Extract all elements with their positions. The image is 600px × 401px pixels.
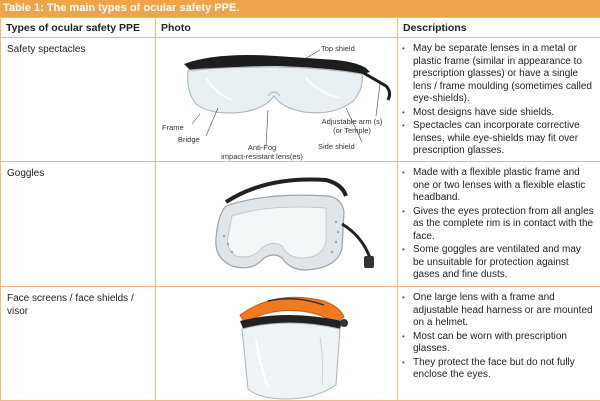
list-item: • Some goggles are ventilated and may be unsuitable for protection against gases and fine dusts. [402, 244, 594, 282]
type-cell: Goggles [1, 162, 156, 287]
header-type: Types of ocular safety PPE [1, 18, 156, 38]
label-temple: (or Temple) [333, 126, 371, 135]
description-cell [398, 287, 600, 401]
label-bridge: Bridge [178, 135, 200, 144]
description-list [402, 167, 594, 282]
label-side-shield: Side shield [318, 142, 355, 151]
type-cell: Face screens / face shields / visor [1, 287, 156, 401]
description-list [402, 292, 594, 382]
list-item: • Spectacles can incorporate corrective lenses, while eye-shields may fit over prescription glasses. [402, 120, 594, 158]
label-lens: impact-resistant lens(es) [221, 152, 303, 161]
photo-cell [156, 287, 398, 401]
header-row [1, 18, 600, 38]
ppe-table [0, 17, 600, 401]
label-adjustable-arm: Adjustable arm (s) [322, 117, 383, 126]
list-item: • One large lens with a frame and adjustable head harness or are mounted on a helmet. [402, 292, 594, 330]
label-anti-fog: Anti-Fog [248, 143, 276, 152]
goggles-image [156, 162, 398, 287]
table-row [1, 287, 600, 401]
description-cell [398, 38, 600, 162]
header-photo: Photo [156, 18, 398, 38]
list-item: • Most can be worn with prescription glasses. [402, 331, 594, 356]
list-item: • Made with a flexible plastic frame and one or two lenses with a flexible elastic headband. [402, 167, 594, 205]
photo-cell [156, 162, 398, 287]
list-item: • Gives the eyes protection from all angles as the complete rim is in contact with the face. [402, 206, 594, 244]
description-cell [398, 162, 600, 287]
table-row [1, 162, 600, 287]
list-item: • Most designs have side shields. [402, 107, 594, 120]
face-shield-image [156, 287, 398, 401]
header-descriptions: Descriptions [398, 18, 600, 38]
table-row [1, 38, 600, 162]
description-list [402, 43, 594, 158]
label-top-shield: Top shield [321, 44, 355, 53]
type-cell: Safety spectacles [1, 38, 156, 162]
list-item: • They protect the face but do not fully enclose the eyes. [402, 357, 594, 382]
table-caption: Table 1: The main types of ocular safety PPE. [0, 0, 600, 17]
safety-spectacles-image [156, 38, 398, 162]
list-item: • May be separate lenses in a metal or plastic frame (similar in appearance to prescription glasses) or have a single lens / frame moulding (sometimes called eye-shields). [402, 43, 594, 106]
label-frame: Frame [162, 123, 184, 132]
photo-cell [156, 38, 398, 162]
